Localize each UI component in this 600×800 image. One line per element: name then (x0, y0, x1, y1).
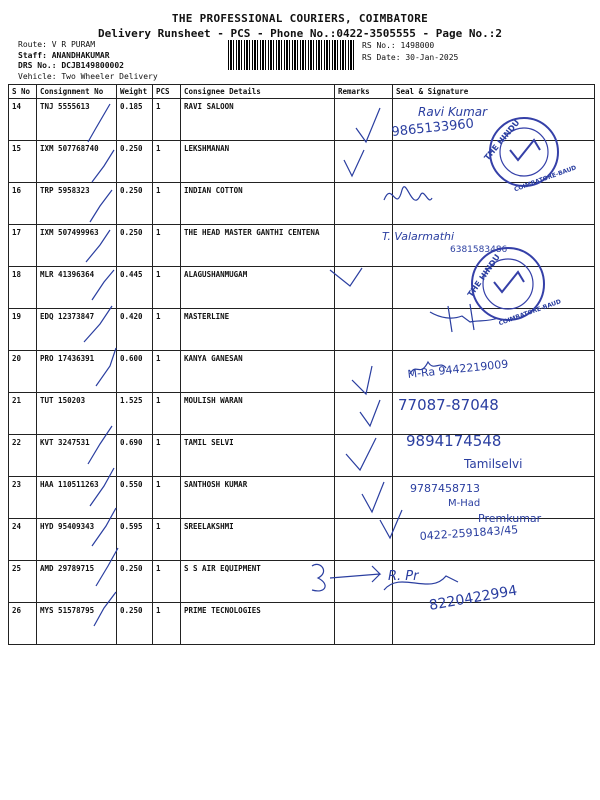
row-sno: 14 (9, 99, 37, 141)
route-label: Route: V R PURAM (18, 40, 96, 49)
handwritten-signature: R. Pr (388, 569, 419, 584)
col-header-remarks: Remarks (335, 85, 393, 99)
row-sno: 18 (9, 267, 37, 309)
row-sno: 20 (9, 351, 37, 393)
row-sno: 16 (9, 183, 37, 225)
handwritten-name: Tamilselvi (464, 457, 523, 471)
pcs-value: 1 (153, 351, 181, 393)
table-row (9, 477, 595, 519)
col-header-weight: Weight (117, 85, 153, 99)
table-row (9, 183, 595, 225)
consignment-number: HAA 110511263 (37, 477, 117, 519)
consignee-name: KANYA GANESAN (181, 351, 335, 393)
runsheet-meta-left (18, 40, 124, 72)
barcode-image (228, 40, 354, 70)
document-subtitle: Delivery Runsheet - PCS - Phone No.:0422-3505555 - Page No.:2 (98, 27, 502, 40)
col-header-consignee: Consignee Details (181, 85, 335, 99)
signature-cell (393, 309, 595, 351)
row-sno: 24 (9, 519, 37, 561)
consignee-name: TAMIL SELVI (181, 435, 335, 477)
consignee-name: THE HEAD MASTER GANTHI CENTENA (181, 225, 335, 267)
rs-number: RS No.: 1498000 (362, 41, 435, 50)
consignment-number: IXM 507499963 (37, 225, 117, 267)
remarks-cell (335, 351, 393, 393)
table-row (9, 225, 595, 267)
remarks-cell (335, 141, 393, 183)
signature-cell (393, 477, 595, 519)
stamp-text: THE HINDU (482, 118, 522, 163)
signature-cell (393, 519, 595, 561)
pcs-value: 1 (153, 435, 181, 477)
handwritten-phone: 0422-2591843/45 (419, 523, 519, 543)
rs-date: RS Date: 30-Jan-2025 (362, 53, 459, 62)
consignee-name: INDIAN COTTON (181, 183, 335, 225)
col-header-signature: Seal & Signature (393, 85, 595, 99)
weight-value: 0.420 (117, 309, 153, 351)
table-row (9, 561, 595, 603)
handwritten-name: T. Valarmathi (382, 230, 455, 243)
row-sno: 23 (9, 477, 37, 519)
col-header-sno: S No (9, 85, 37, 99)
row-sno: 25 (9, 561, 37, 603)
signature-cell (393, 183, 595, 225)
table-row (9, 393, 595, 435)
weight-value: 0.250 (117, 183, 153, 225)
consignee-name: SANTHOSH KUMAR (181, 477, 335, 519)
consignment-number: TRP 5958323 (37, 183, 117, 225)
consignee-name: MOULISH WARAN (181, 393, 335, 435)
weight-value: 0.250 (117, 603, 153, 645)
runsheet-table (8, 84, 595, 645)
consignee-name: SREELAKSHMI (181, 519, 335, 561)
handwritten-phone: 77087-87048 (398, 396, 499, 414)
row-sno: 17 (9, 225, 37, 267)
pcs-value: 1 (153, 561, 181, 603)
signature-cell (393, 435, 595, 477)
drs-label: DRS No.: DCJB149800002 (18, 61, 124, 70)
signature-cell (393, 267, 595, 309)
consignment-number: KVT 3247531 (37, 435, 117, 477)
consignee-name: S S AIR EQUIPMENT (181, 561, 335, 603)
signature-cell (393, 603, 595, 645)
remarks-cell (335, 393, 393, 435)
table-row (9, 519, 595, 561)
weight-value: 0.595 (117, 519, 153, 561)
col-header-pcs: PCS (153, 85, 181, 99)
vehicle-label: Vehicle: Two Wheeler Delivery (18, 72, 158, 81)
pcs-value: 1 (153, 267, 181, 309)
row-sno: 19 (9, 309, 37, 351)
consignee-name: RAVI SALOON (181, 99, 335, 141)
consignment-number: EDQ 12373847 (37, 309, 117, 351)
stamp-text: COIMBATORE-BAUD (497, 298, 563, 328)
consignment-number: HYD 95409343 (37, 519, 117, 561)
row-sno: 21 (9, 393, 37, 435)
table-header-row (9, 85, 595, 99)
remarks-cell (335, 267, 393, 309)
table-row (9, 99, 595, 141)
table-row (9, 141, 595, 183)
consignee-name: LEKSHMANAN (181, 141, 335, 183)
weight-value: 0.690 (117, 435, 153, 477)
pcs-value: 1 (153, 309, 181, 351)
pcs-value: 1 (153, 183, 181, 225)
remarks-cell (335, 309, 393, 351)
signature-cell (393, 393, 595, 435)
row-sno: 26 (9, 603, 37, 645)
consignee-name: ALAGUSHANMUGAM (181, 267, 335, 309)
signature-cell (393, 351, 595, 393)
consignment-number: TUT 150203 (37, 393, 117, 435)
remarks-cell (335, 435, 393, 477)
pcs-value: 1 (153, 225, 181, 267)
handwritten-name: Premkumar (478, 512, 542, 525)
handwritten-phone: 9865133960 (390, 116, 475, 140)
weight-value: 0.600 (117, 351, 153, 393)
signature-cell (393, 225, 595, 267)
col-header-consignment: Consignment No (37, 85, 117, 99)
table-row (9, 435, 595, 477)
weight-value: 1.525 (117, 393, 153, 435)
weight-value: 0.250 (117, 225, 153, 267)
handwritten-name: M-Had (448, 498, 481, 509)
handwritten-phone: 9894174548 (406, 432, 502, 450)
consignee-name: MASTERLINE (181, 309, 335, 351)
pcs-value: 1 (153, 141, 181, 183)
row-sno: 22 (9, 435, 37, 477)
stamp-text: THE HINDU (465, 252, 502, 299)
handwritten-phone: 6381583486 (450, 245, 508, 255)
remarks-cell (335, 99, 393, 141)
weight-value: 0.250 (117, 141, 153, 183)
pcs-value: 1 (153, 393, 181, 435)
consignment-number: IXM 507768740 (37, 141, 117, 183)
remarks-cell (335, 603, 393, 645)
consignment-number: MLR 41396364 (37, 267, 117, 309)
consignment-number: TNJ 5555613 (37, 99, 117, 141)
handwritten-phone: 9787458713 (410, 482, 480, 495)
consignment-number: PRO 17436391 (37, 351, 117, 393)
consignee-name: PRIME TECNOLOGIES (181, 603, 335, 645)
weight-value: 0.445 (117, 267, 153, 309)
handwritten-name: Ravi Kumar (418, 105, 488, 119)
signature-cell (393, 561, 595, 603)
staff-label: Staff: ANANDHAKUMAR (18, 50, 110, 60)
table-row (9, 309, 595, 351)
signature-cell (390, 99, 595, 141)
weight-value: 0.185 (117, 99, 153, 141)
pcs-value: 1 (153, 99, 181, 141)
consignment-number: AMD 29789715 (37, 561, 117, 603)
remarks-cell (335, 225, 393, 267)
weight-value: 0.250 (117, 561, 153, 603)
signature-cell (393, 141, 595, 183)
stamp-text: COIMBATORE-BAUD (513, 164, 578, 194)
runsheet-meta-right (362, 40, 458, 64)
pcs-value: 1 (153, 477, 181, 519)
pcs-value: 1 (153, 519, 181, 561)
row-sno: 15 (9, 141, 37, 183)
document-title: THE PROFESSIONAL COURIERS, COIMBATORE (171, 12, 429, 25)
remarks-cell (335, 561, 393, 603)
remarks-cell (335, 519, 393, 561)
table-row (9, 351, 595, 393)
weight-value: 0.550 (117, 477, 153, 519)
consignment-number: MYS 51578795 (37, 603, 117, 645)
pcs-value: 1 (153, 603, 181, 645)
table-row (9, 603, 595, 645)
table-row (9, 267, 595, 309)
remarks-cell (335, 477, 393, 519)
remarks-cell (335, 183, 393, 225)
handwritten-phone: 8220422994 (427, 582, 519, 614)
handwritten-phone: M-Ra 9442219009 (406, 357, 509, 381)
